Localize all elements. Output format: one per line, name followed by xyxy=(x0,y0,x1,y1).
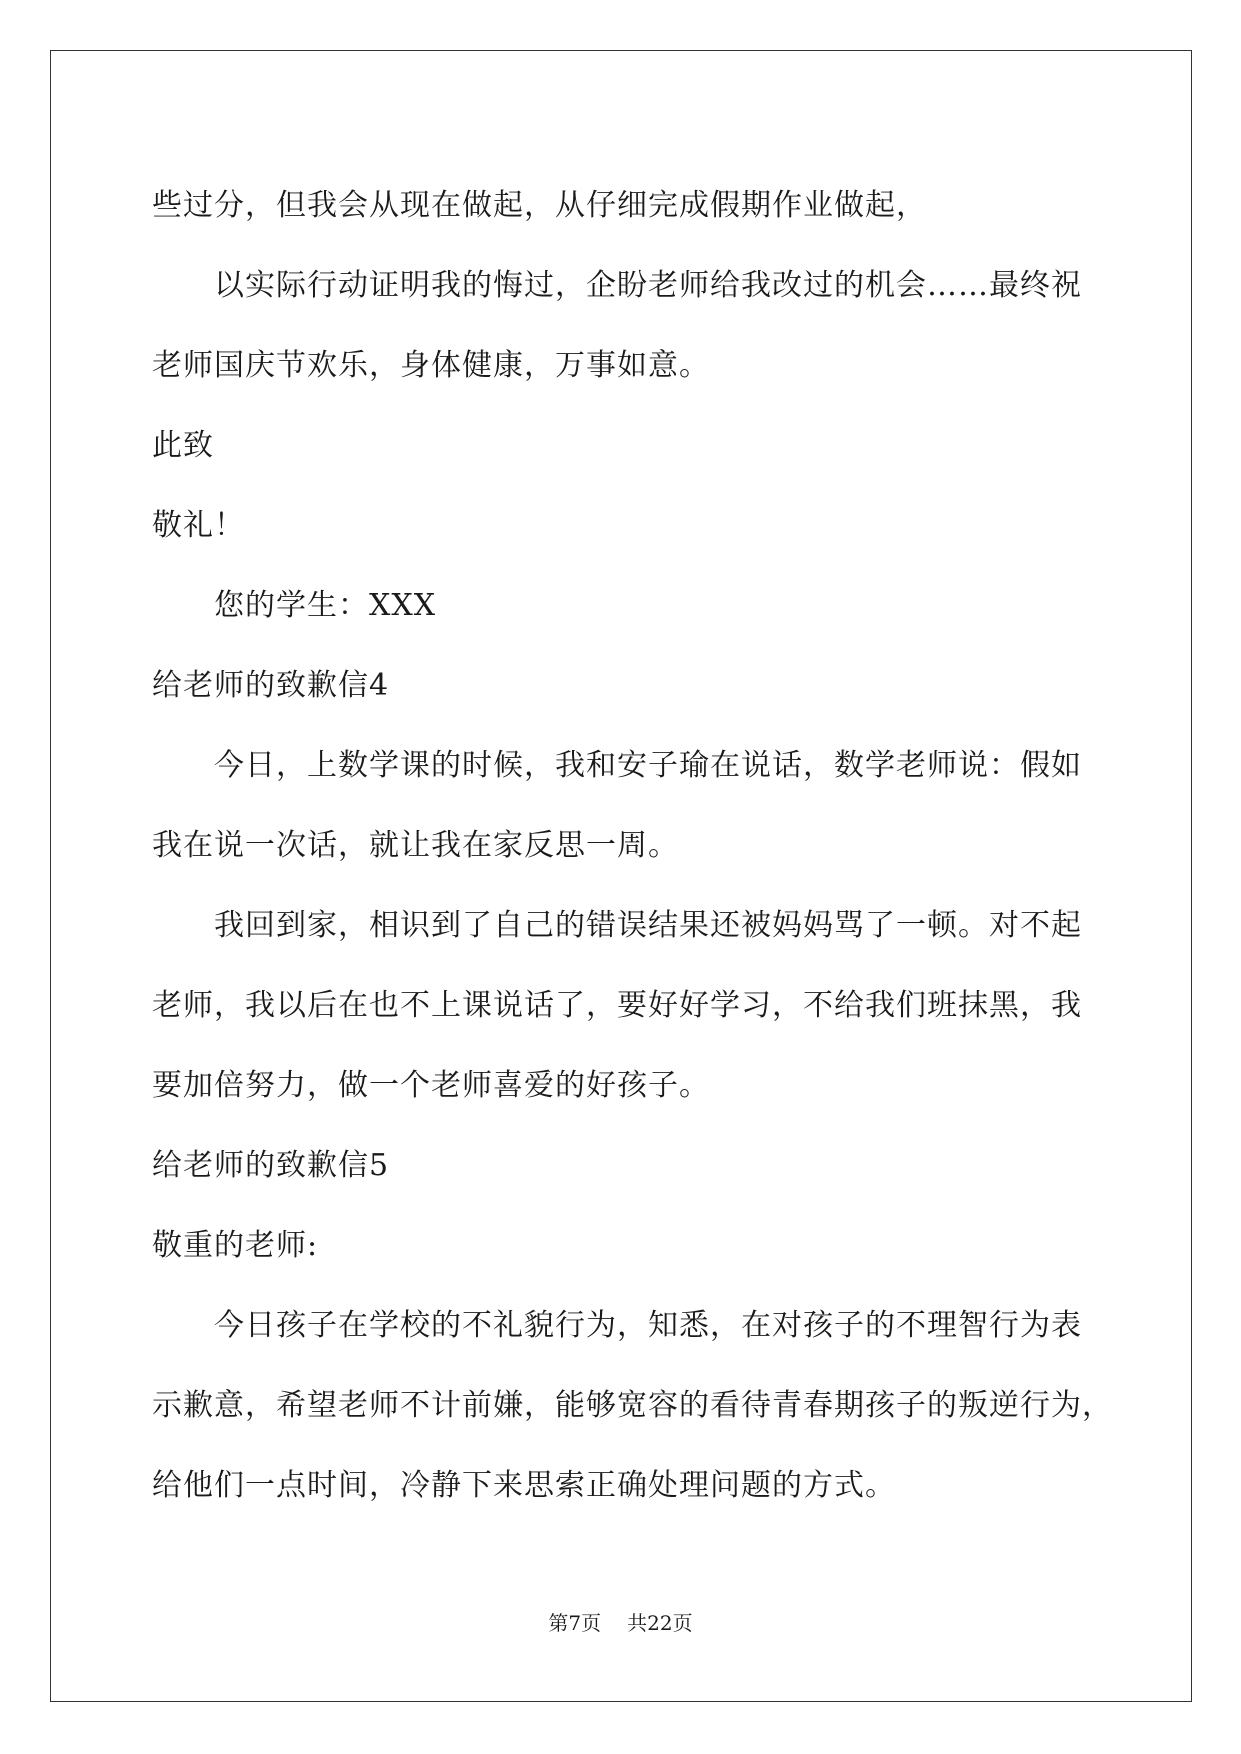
body-line: 老师，我以后在也不上课说话了，要好好学习，不给我们班抹黑，我 xyxy=(152,988,1082,1023)
section-heading: 给老师的致歉信4 xyxy=(152,668,390,703)
document-body xyxy=(152,166,1112,1526)
page-footer xyxy=(0,1611,1241,1635)
body-line: 老师国庆节欢乐，身体健康，万事如意。 xyxy=(152,348,710,383)
body-line: 给他们一点时间，冷静下来思索正确处理问题的方式。 xyxy=(152,1468,896,1503)
body-line: 我在说一次话，就让我在家反思一周。 xyxy=(152,828,679,863)
closing-salutation: 敬礼！ xyxy=(152,508,245,543)
greeting-line: 敬重的老师: xyxy=(152,1228,319,1263)
paragraph-line: 今日，上数学课的时候，我和安子瑜在说话，数学老师说：假如 xyxy=(214,748,1082,783)
closing-salutation: 此致 xyxy=(152,428,214,463)
page-total: 共22页 xyxy=(627,1611,693,1635)
body-line: 些过分，但我会从现在做起，从仔细完成假期作业做起， xyxy=(152,188,927,223)
paragraph-line: 以实际行动证明我的悔过，企盼老师给我改过的机会……最终祝 xyxy=(214,268,1082,303)
body-line: 示歉意，希望老师不计前嫌，能够宽容的看待青春期孩子的叛逆行为， xyxy=(152,1388,1113,1423)
paragraph-line: 今日孩子在学校的不礼貌行为，知悉，在对孩子的不理智行为表 xyxy=(214,1308,1082,1343)
page-number: 第7页 xyxy=(548,1611,602,1635)
section-heading: 给老师的致歉信5 xyxy=(152,1148,390,1183)
signature-line: 您的学生：XXX xyxy=(214,588,437,623)
paragraph-line: 我回到家，相识到了自己的错误结果还被妈妈骂了一顿。对不起 xyxy=(214,908,1082,943)
body-line: 要加倍努力，做一个老师喜爱的好孩子。 xyxy=(152,1068,710,1103)
